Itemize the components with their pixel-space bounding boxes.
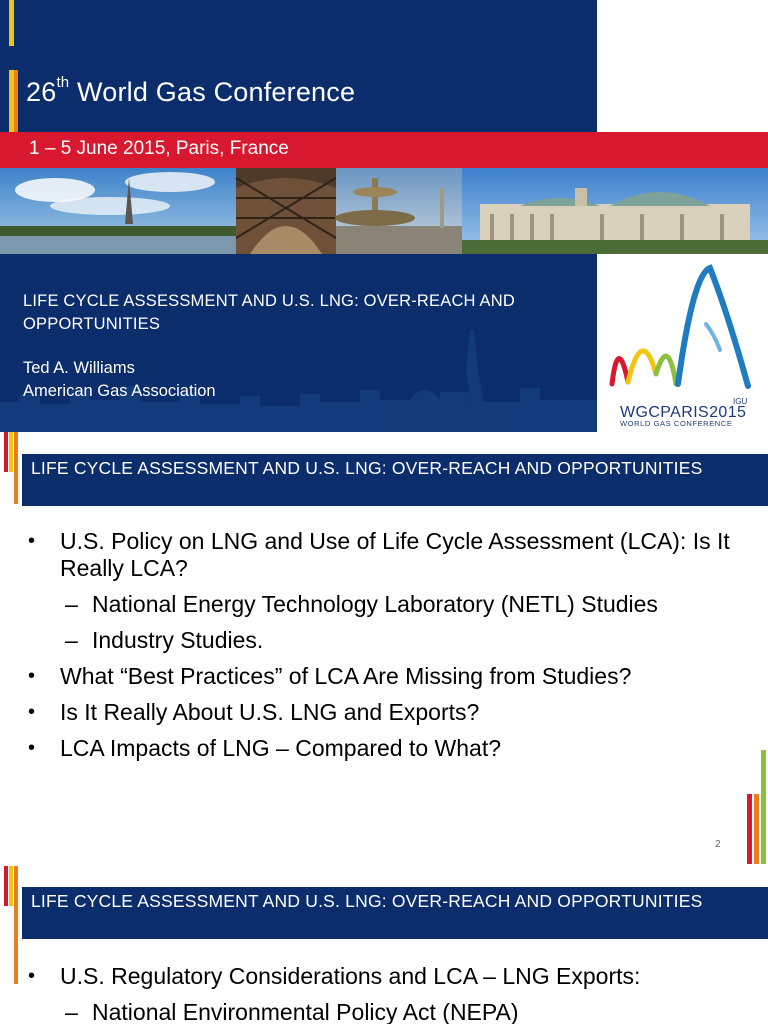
presenter-name: Ted A. Williams — [23, 359, 135, 377]
accent-bar-yellow — [9, 866, 13, 906]
accent-bar-orange — [14, 866, 18, 984]
bullet-marker: • — [28, 737, 36, 759]
accent-bar-orange — [14, 432, 18, 504]
sub-bullet-item: – National Energy Technology Laboratory (NETL) Studies — [65, 591, 658, 617]
conference-date-location: 1 – 5 June 2015, Paris, France — [29, 138, 289, 159]
sub-bullet-item: – Industry Studies. — [65, 627, 264, 653]
bullet-marker: • — [28, 530, 36, 552]
slide-header-bar — [22, 454, 768, 506]
title-band — [0, 0, 597, 132]
bullet-marker: • — [28, 701, 36, 723]
content-slide-3 — [0, 866, 768, 1024]
bullet-item: • U.S. Policy on LNG and Use of Life Cycle Assessment (LCA): Is It Really LCA? — [28, 528, 730, 581]
bullet-item: • LCA Impacts of LNG – Compared to What? — [28, 735, 502, 761]
bullet-item: • U.S. Regulatory Considerations and LCA – LNG Exports: — [28, 963, 641, 989]
bullet-list — [28, 528, 758, 771]
wgc-paris-2015-logo — [598, 254, 768, 432]
eiffel-tower-photo — [0, 168, 236, 254]
slide-header-title: LIFE CYCLE ASSESSMENT AND U.S. LNG: OVER-REACH AND OPPORTUNITIES — [31, 891, 703, 911]
logo-main-text: WGCPARIS2015 — [620, 404, 747, 421]
accent-bar-red — [4, 432, 8, 472]
accent-stripe-orange — [14, 70, 18, 132]
presentation-title: LIFE CYCLE ASSESSMENT AND U.S. LNG: OVER-REACH AND OPPORTUNITIES — [23, 292, 515, 333]
igu-badge: IGU — [733, 397, 748, 406]
accent-bar-green-right — [761, 750, 766, 864]
content-slide-2 — [0, 432, 768, 866]
slide-header-bar — [22, 887, 768, 939]
accent-bar-orange-right — [754, 794, 759, 864]
presenter-organization: American Gas Association — [23, 382, 216, 400]
bullet-marker: • — [28, 665, 36, 687]
accent-bar-red — [4, 866, 8, 906]
dash-marker: – — [65, 999, 78, 1024]
slide-header-title: LIFE CYCLE ASSESSMENT AND U.S. LNG: OVER-REACH AND OPPORTUNITIES — [31, 458, 703, 478]
accent-bar-red-right — [747, 794, 752, 864]
accent-stripe-yellow — [9, 0, 14, 46]
bullet-list — [28, 963, 758, 1024]
grand-palais-photo — [462, 168, 768, 254]
bullet-item: • Is It Really About U.S. LNG and Exports? — [28, 699, 480, 725]
title-slide — [0, 0, 768, 432]
bullet-marker: • — [28, 965, 36, 987]
accent-bar-yellow — [9, 432, 13, 472]
eiffel-tower-closeup-photo — [236, 168, 336, 254]
logo-sub-text: WORLD GAS CONFERENCE — [620, 419, 733, 428]
dash-marker: – — [65, 627, 78, 653]
sub-bullet-item: – National Environmental Policy Act (NEPA) — [65, 999, 519, 1024]
paris-photo-strip — [0, 168, 768, 254]
presenter-block — [23, 357, 216, 403]
dash-marker: – — [65, 591, 78, 617]
bullet-item: • What “Best Practices” of LCA Are Missing from Studies? — [28, 663, 632, 689]
fountain-photo — [335, 168, 462, 254]
page-number: 2 — [715, 839, 721, 850]
conference-title: 26th World Gas Conference — [26, 74, 356, 107]
